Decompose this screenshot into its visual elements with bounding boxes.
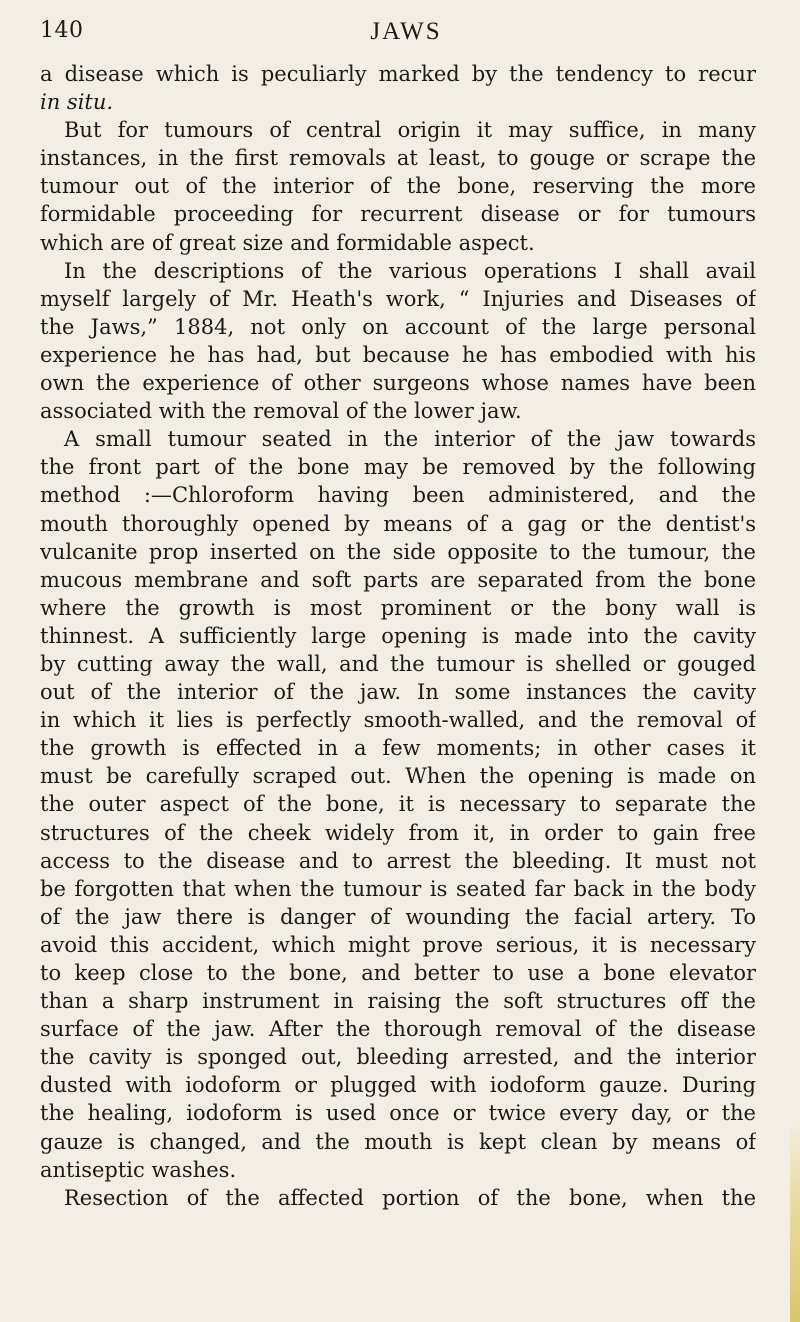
text-line: must be carefully scraped out. When the opening is made on (40, 764, 756, 789)
text-line: where the growth is most prominent or the bony wall is (40, 595, 756, 620)
text-line: formidable proceeding for recurrent disease or for tumours (40, 202, 756, 227)
text-line: avoid this accident, which might prove serious, it is necessary (40, 932, 756, 957)
text-line: experience he has had, but because he has embodied with his (40, 342, 756, 367)
text-line: gauze is changed, and the mouth is kept clean by means of (40, 1129, 756, 1154)
text-line: associated with the removal of the lower jaw. (40, 399, 522, 424)
text-line: instances, in the first removals at least, to gouge or scrape the (40, 146, 756, 171)
text-line: be forgotten that when the tumour is seated far back in the body (40, 876, 756, 901)
text-line: the Jaws,” 1884, not only on account of the large personal (40, 314, 756, 339)
text-line: vulcanite prop inserted on the side opposite to the tumour, the (40, 539, 756, 564)
text-line: which are of great size and formidable aspect. (40, 230, 535, 255)
text-line: the front part of the bone may be removed by the following (40, 455, 756, 480)
page-header (40, 18, 772, 58)
text-line: But for tumours of central origin it may suffice, in many (64, 118, 756, 143)
text-line: out of the interior of the jaw. In some instances the cavity (40, 680, 756, 705)
text-line: the growth is effected in a few moments; in other cases it (40, 736, 756, 761)
text-line: the outer aspect of the bone, it is necessary to separate the (40, 792, 756, 817)
text-line: method :—Chloroform having been administered, and the (40, 483, 756, 508)
text-line: dusted with iodoform or plugged with iodoform gauze. During (40, 1073, 756, 1098)
text-line: by cutting away the wall, and the tumour is shelled or gouged (40, 651, 756, 676)
text-line: in which it lies is perfectly smooth-walled, and the removal of (40, 708, 756, 733)
text-line: thinnest. A sufficiently large opening is made into the cavity (40, 623, 756, 648)
text-line: structures of the cheek widely from it, in order to gain free (40, 820, 756, 845)
text-line: of the jaw there is danger of wounding the facial artery. To (40, 904, 756, 929)
text-line: a disease which is peculiarly marked by the tendency to recur (40, 62, 756, 86)
text-line: access to the disease and to arrest the bleeding. It must not (40, 848, 756, 873)
text-line: In the descriptions of the various operations I shall avail (64, 258, 756, 283)
text-line: antiseptic washes. (40, 1157, 237, 1182)
text-line: mucous membrane and soft parts are separated from the bone (40, 567, 756, 592)
body-text (40, 60, 756, 1212)
page-number: 140 (40, 18, 84, 43)
text-line: the healing, iodoform is used once or twice every day, or the (40, 1101, 756, 1126)
text-line: surface of the jaw. After the thorough removal of the disease (40, 1017, 756, 1042)
text-line: than a sharp instrument in raising the soft structures off the (40, 989, 756, 1014)
text-line: tumour out of the interior of the bone, reserving the more (40, 174, 756, 199)
text-line: A small tumour seated in the interior of the jaw towards (64, 427, 756, 452)
text-line: mouth thoroughly opened by means of a gag or the dentist's (40, 511, 756, 536)
text-line: the cavity is sponged out, bleeding arrested, and the interior (40, 1045, 756, 1070)
text-line: own the experience of other surgeons whose names have been (40, 371, 756, 396)
page-edge-discoloration (790, 1120, 800, 1322)
text-line: myself largely of Mr. Heath's work, “ Injuries and Diseases of (40, 286, 756, 311)
running-head: JAWS (370, 18, 442, 45)
text-line: Resection of the affected portion of the bone, when the (64, 1185, 756, 1210)
text-line: to keep close to the bone, and better to use a bone elevator (40, 961, 756, 985)
text-line: in situ. (40, 90, 114, 115)
